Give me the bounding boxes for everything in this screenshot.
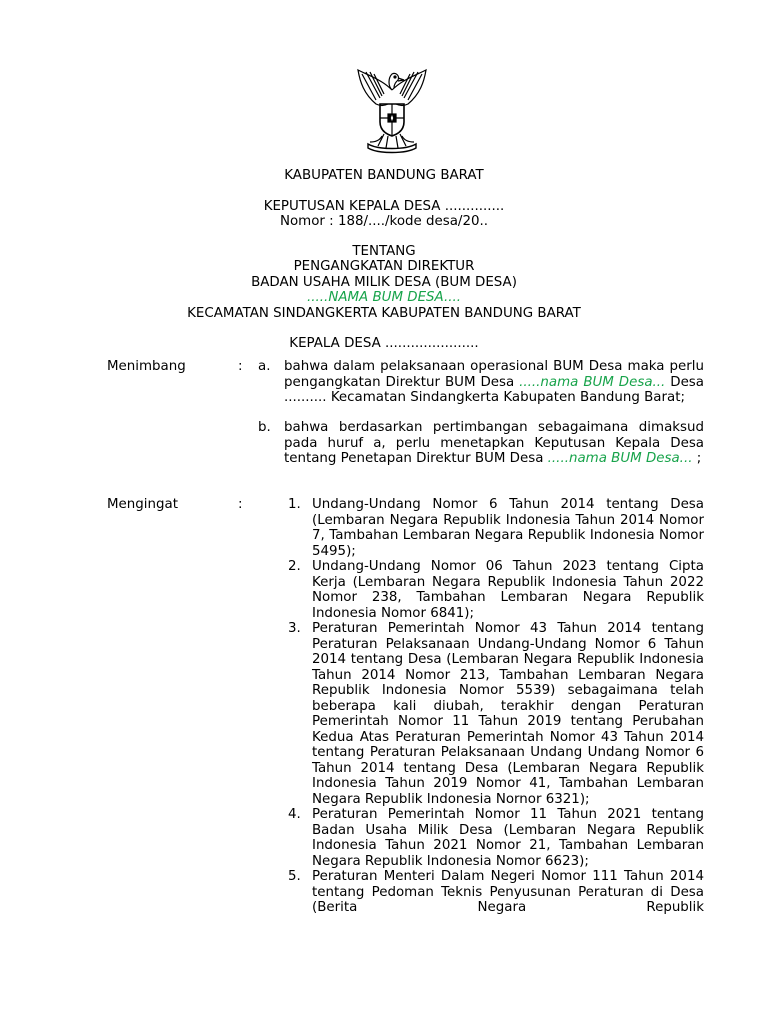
list-item-text: Peraturan Pemerintah Nomor 43 Tahun 2014 tentang Peraturan Pelaksanaan Undang-Undang Nomor 6 Tahun 2014 tentang Desa (Lembaran Negara Republik Indonesia Tahun 2014 Nomor 213, Tambahan Lembaran Negara Republik Indonesia Nomor 5539) sebagaimana telah beberapa kali diubah, terakhir dengan Peraturan Pemerintah Nomor 11 Tahun 2019 tentang Perubahan Kedua Atas Peraturan Pemerintah Nomor 43 Tahun 2014 tentang Peraturan Pelaksanaan Undang Undang Nomor 6 Tahun 2014 tentang Desa (Lembaran Negara Republik Indonesia Tahun 2019 Nomor 41, Tambahan Lembaran Negara Republik Indonesia Nornor 6321); — [312, 621, 704, 807]
decree-title: KEPUTUSAN KEPALA DESA .............. — [263, 199, 505, 214]
about-line-2: BADAN USAHA MILIK DESA (BUM DESA) — [251, 275, 517, 290]
regency-heading: KABUPATEN BANDUNG BARAT — [284, 168, 484, 183]
list-item-number: 2. — [288, 559, 301, 574]
considering-colon: : — [238, 359, 243, 374]
list-item-text: Undang-Undang Nomor 6 Tahun 2014 tentang Desa (Lembaran Negara Republik Indonesia Tahun 2014 Nomor 7, Tambahan Lembaran Negara Republik Indonesia Nomor 5495); — [312, 497, 704, 559]
considering-label: Menimbang — [107, 359, 186, 374]
list-item — [288, 497, 704, 559]
considering-b-text — [284, 420, 704, 467]
decree-number: Nomor : 188/..../kode desa/20.. — [279, 214, 489, 229]
list-item-number: 3. — [288, 621, 301, 636]
bum-desa-name-placeholder: .....NAMA BUM DESA.... — [307, 290, 461, 305]
list-item — [288, 869, 704, 916]
considering-a-marker: a. — [258, 359, 271, 374]
considering-b-highlight: .....nama BUM Desa... — [547, 451, 693, 466]
remembering-colon: : — [238, 497, 243, 512]
list-item — [288, 559, 704, 621]
list-item-number: 4. — [288, 807, 301, 822]
remembering-label: Mengingat — [107, 497, 178, 512]
remembering-list — [288, 497, 704, 916]
considering-a-part-1: bahwa dalam pelaksanaan operasional BUM Desa maka perlu pengangkatan Direktur BUM Desa — [284, 359, 704, 390]
considering-a-part-2: Desa .......... Kecamatan Sindangkerta Kabupaten Bandung Barat; — [284, 374, 704, 405]
about-line-4: KECAMATAN SINDANGKERTA KABUPATEN BANDUNG BARAT — [187, 306, 581, 321]
garuda-pancasila-emblem-icon — [352, 60, 432, 154]
considering-a-text — [284, 359, 704, 406]
considering-b-part-1: bahwa berdasarkan pertimbangan sebagaimana dimaksud pada huruf a, perlu menetapkan Keputusan Kepala Desa tentang Penetapan Direktur BUM Desa — [284, 420, 704, 466]
considering-b-part-2: ; — [692, 451, 702, 466]
signer-heading: KEPALA DESA ...................... — [289, 336, 479, 351]
considering-b-marker: b. — [258, 420, 271, 435]
list-item-number: 1. — [288, 497, 301, 512]
about-line-1: PENGANGKATAN DIREKTUR — [293, 259, 475, 274]
list-item-number: 5. — [288, 869, 301, 884]
list-item-text: Undang-Undang Nomor 06 Tahun 2023 tentang Cipta Kerja (Lembaran Negara Republik Indonesia Tahun 2022 Nomor 238, Tambahan Lembaran Negara Republik Indonesia Nomor 6841); — [312, 559, 704, 621]
list-item-text: Peraturan Pemerintah Nomor 11 Tahun 2021 tentang Badan Usaha Milik Desa (Lembaran Negara Republik Indonesia Tahun 2021 Nomor 21, Tambahan Lembaran Negara Republik Indonesia Nomor 6623); — [312, 807, 704, 869]
list-item-text: Peraturan Menteri Dalam Negeri Nomor 111 Tahun 2014 tentang Pedoman Teknis Penyusunan Peraturan di Desa (Berita Negara Republik — [312, 869, 704, 915]
considering-a-highlight: .....nama BUM Desa... — [519, 374, 666, 390]
about-label: TENTANG — [352, 244, 416, 259]
list-item — [288, 807, 704, 869]
list-item — [288, 621, 704, 807]
